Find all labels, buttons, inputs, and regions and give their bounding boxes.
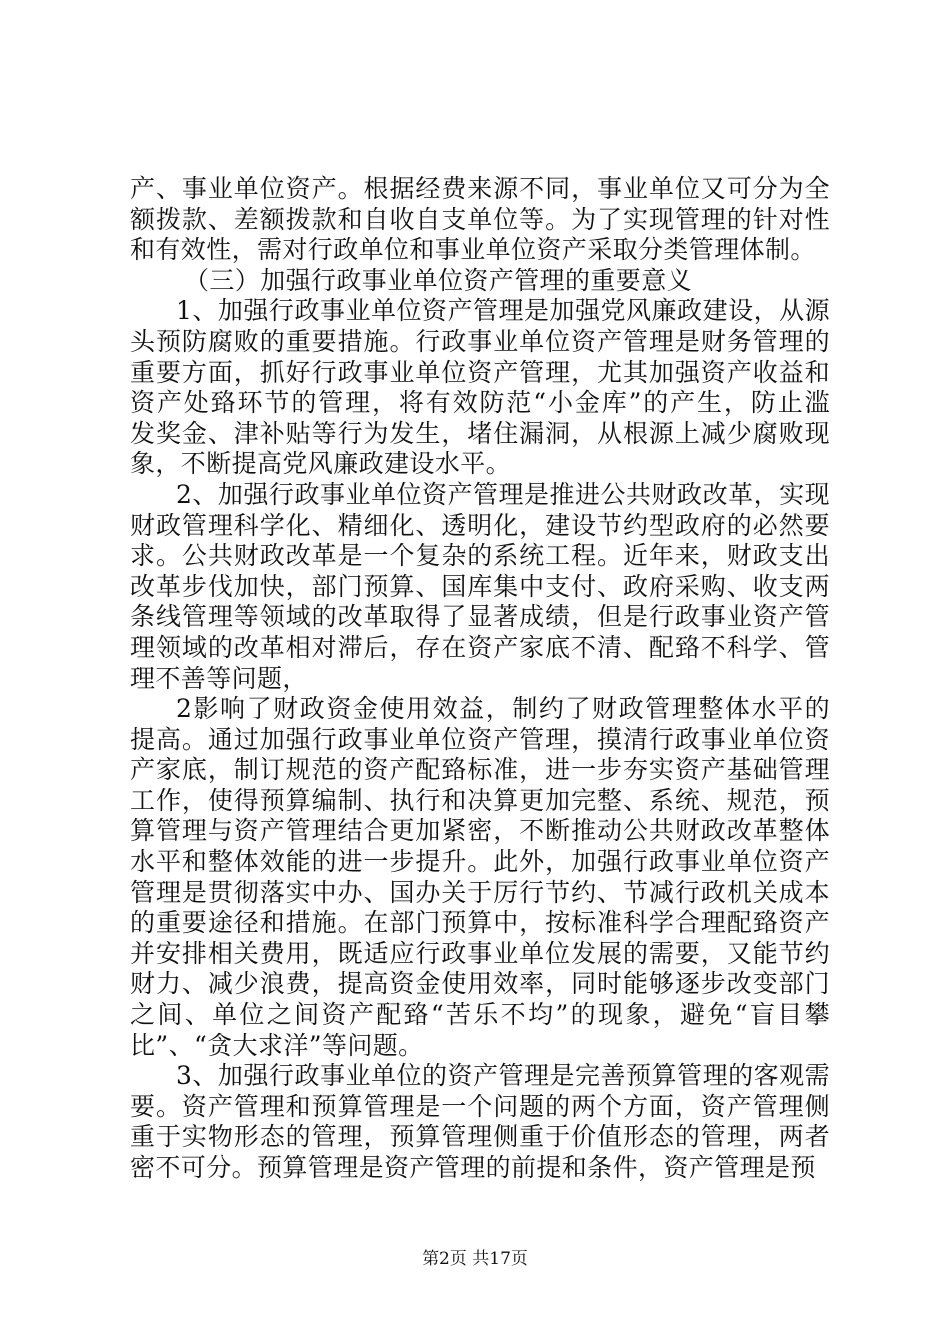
- paragraph: [130, 480, 830, 694]
- text-line: 理领域的改革相对滞后，存在资产家底不清、配臵不科学、管: [130, 632, 830, 662]
- text-line: 产、事业单位资产。根据经费来源不同，事业单位又可分为全: [130, 174, 830, 203]
- text-line: 发奖金、津补贴等行为发生，堵住漏洞，从根源上减少腐败现: [130, 418, 830, 448]
- paragraph: [130, 266, 830, 297]
- text-line: 的重要途径和措施。在部门预算中，按标准科学合理配臵资产: [130, 908, 830, 938]
- text-line: 额拨款、差额拨款和自收自支单位等。为了实现管理的针对性: [130, 204, 830, 234]
- text-line: 要。资产管理和预算管理是一个问题的两个方面，资产管理侧: [130, 1091, 830, 1121]
- text-line: 之间、单位之间资产配臵“苦乐不均”的现象，避免“盲目攀: [130, 1000, 830, 1030]
- text-line: 条线管理等领域的改革取得了显著成绩，但是行政事业资产管: [130, 602, 830, 632]
- paragraph: [130, 694, 830, 1061]
- text-line: 理不善等问题，: [130, 663, 308, 693]
- text-line: 和有效性，需对行政单位和事业单位资产采取分类管理体制。: [130, 235, 816, 265]
- document-body: [130, 174, 830, 1184]
- text-line: 2影响了财政资金使用效益，制约了财政管理整体水平的: [176, 694, 830, 724]
- text-line: 改革步伐加快，部门预算、国库集中支付、政府采购、收支两: [130, 571, 830, 601]
- text-line: 算管理与资产管理结合更加紧密，不断推动公共财政改革整体: [130, 816, 830, 846]
- text-line: 重于实物形态的管理，预算管理侧重于价值形态的管理，两者: [130, 1122, 830, 1152]
- text-line: 并安排相关费用，既适应行政事业单位发展的需要，又能节约: [130, 938, 830, 968]
- paragraph: [130, 296, 830, 480]
- text-line: 3、加强行政事业单位的资产管理是完善预算管理的客观需: [176, 1061, 830, 1091]
- page-footer: 第2页 共17页: [422, 1249, 528, 1269]
- text-line: 资产处臵环节的管理，将有效防范“小金库”的产生，防止滥: [130, 388, 830, 418]
- paragraph: [130, 174, 830, 266]
- text-line: 工作，使得预算编制、执行和决算更加完整、系统、规范，预: [130, 785, 830, 815]
- text-line: 水平和整体效能的进一步提升。此外，加强行政事业单位资产: [130, 847, 830, 877]
- text-line: 财政管理科学化、精细化、透明化，建设节约型政府的必然要: [130, 510, 830, 540]
- text-line: 求。公共财政改革是一个复杂的系统工程。近年来，财政支出: [130, 541, 830, 571]
- text-line: 比”、“贪大求洋”等问题。: [130, 1030, 424, 1060]
- text-line: 产家底，制订规范的资产配臵标准，进一步夯实资产基础管理: [130, 755, 830, 785]
- paragraph: [130, 1061, 830, 1183]
- text-line: 2、加强行政事业单位资产管理是推进公共财政改革，实现: [176, 479, 830, 509]
- text-line: 提高。通过加强行政事业单位资产管理，摸清行政事业单位资: [130, 724, 830, 754]
- text-line: 管理是贯彻落实中办、国办关于厉行节约、节减行政机关成本: [130, 877, 830, 907]
- text-line: 象，不断提高党风廉政建设水平。: [130, 449, 512, 479]
- text-line: 密不可分。预算管理是资产管理的前提和条件，资产管理是预: [130, 1153, 816, 1182]
- text-line: 头预防腐败的重要措施。行政事业单位资产管理是财务管理的: [130, 326, 830, 356]
- text-line: （三）加强行政事业单位资产管理的重要意义: [184, 265, 693, 295]
- text-line: 财力、减少浪费，提高资金使用效率，同时能够逐步改变部门: [130, 969, 830, 999]
- text-line: 重要方面，抓好行政事业单位资产管理，尤其加强资产收益和: [130, 357, 830, 387]
- text-line: 1、加强行政事业单位资产管理是加强党风廉政建设，从源: [176, 296, 830, 326]
